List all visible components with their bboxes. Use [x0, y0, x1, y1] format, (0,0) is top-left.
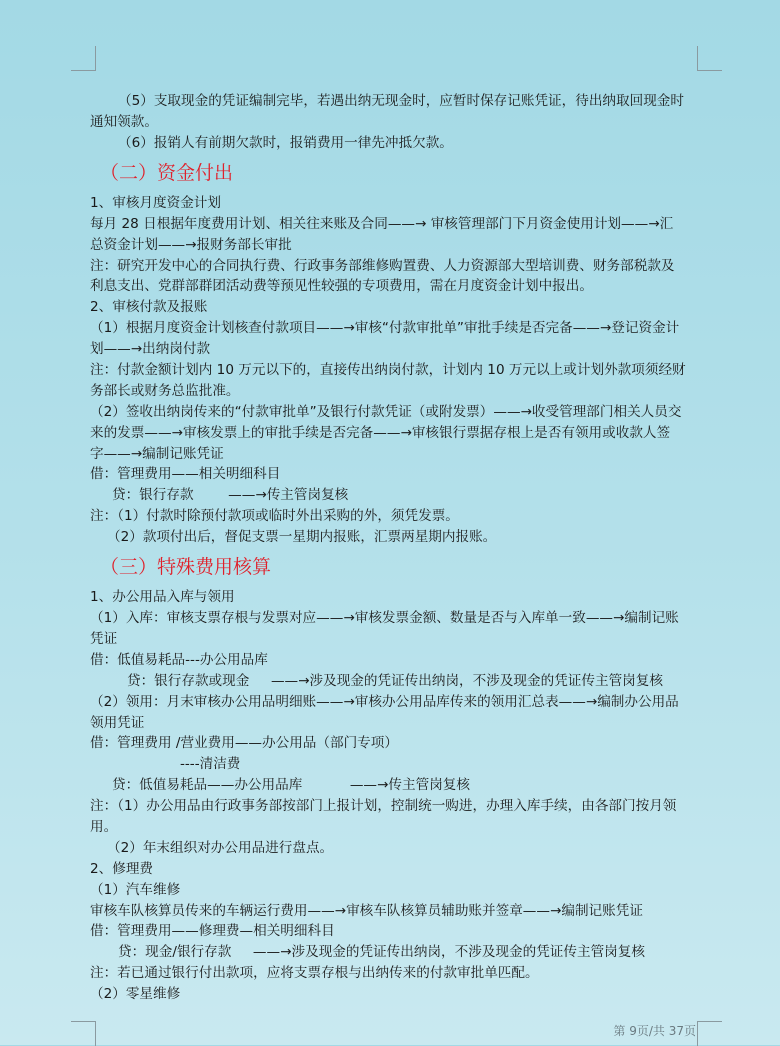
- debit-entry: 借：管理费用 /营业费用——办公用品（部门专项）: [90, 735, 398, 752]
- paragraph-line: 划——→出纳岗付款: [90, 341, 211, 358]
- section-heading: （二）资金付出: [100, 161, 234, 184]
- credit-entry: 贷：现金/银行存款 ——→涉及现金的凭证传出纳岗，不涉及现金的凭证传主管岗复核: [118, 944, 645, 961]
- paragraph-line: （1）入库：审核支票存根与发票对应——→审核发票金额、数量是否与入库单一致——→编制记账: [90, 610, 679, 627]
- paragraph-line: 总资金计划——→报财务部长审批: [90, 236, 292, 253]
- paragraph-line: 领用凭证: [90, 714, 145, 731]
- page-corner-mark: [697, 46, 722, 71]
- note-line: 注：（1）付款时除预付款项或临时外出采购的外，须凭发票。: [90, 508, 459, 525]
- subheading-line: 2、审核付款及报账: [90, 299, 208, 316]
- subheading-line: 2、修理费: [90, 860, 154, 877]
- note-line: 用。: [90, 818, 118, 835]
- note-line: 务部长或财务总监批准。: [90, 382, 240, 399]
- debit-entry: 借：管理费用——相关明细科目: [90, 466, 281, 483]
- paragraph-line: 来的发票——→审核发票上的审批手续是否完备——→审核银行票据存根上是否有领用或收款人签: [90, 424, 671, 441]
- note-line: 注：（1）办公用品由行政事务部按部门上报计划，控制统一购进，办理入库手续，由各部门按月领: [90, 798, 677, 815]
- paragraph-line: （6）报销人有前期欠款时，报销费用一律先冲抵欠款。: [118, 134, 453, 151]
- subheading-line: 1、办公用品入库与领用: [90, 589, 235, 606]
- credit-entry: 贷：银行存款或现金 ——→涉及现金的凭证传出纳岗，不涉及现金的凭证传主管岗复核: [127, 672, 663, 689]
- note-line: （2）年末组织对办公用品进行盘点。: [107, 839, 334, 856]
- debit-entry: 借：低值易耗品---办公用品库: [90, 651, 268, 668]
- paragraph-line: 凭证: [90, 630, 118, 647]
- paragraph-line: （2）领用：月末审核办公用品明细账——→审核办公用品库传来的领用汇总表——→编制办公用品: [90, 693, 679, 710]
- page-indicator: 第 9页/共 37页: [613, 1024, 696, 1038]
- section-heading: （三）特殊费用核算: [100, 556, 272, 578]
- debit-entry: ----清洁费: [180, 756, 241, 773]
- page-corner-mark: [697, 1021, 722, 1046]
- subheading-line: 1、审核月度资金计划: [90, 194, 221, 211]
- paragraph-line: 审核车队核算员传来的车辆运行费用——→审核车队核算员辅助账并签章——→编制记账凭证: [90, 902, 643, 919]
- page-corner-mark: [71, 1021, 96, 1046]
- note-line: 利息支出、党群部群团活动费等预见性较强的专项费用，需在月度资金计划中报出。: [90, 278, 593, 295]
- paragraph-line: （1）根据月度资金计划核查付款项目——→审核“付款审批单”审批手续是否完备——→登记资金计: [90, 320, 680, 337]
- paragraph-line: （5）支取现金的凭证编制完毕，若遇出纳无现金时，应暂时保存记账凭证，待出纳取回现金时: [118, 93, 684, 109]
- note-line: 注：若已通过银行付出款项，应将支票存根与出纳传来的付款审批单匹配。: [90, 965, 539, 982]
- credit-entry: 贷：银行存款 ——→传主管岗复核: [112, 487, 349, 504]
- paragraph-line: （2）零星维修: [90, 986, 181, 1003]
- credit-entry: 贷：低值易耗品——办公用品库 ——→传主管岗复核: [112, 777, 470, 794]
- paragraph-line: 每月 28 日根据年度费用计划、相关往来账及合同——→ 审核管理部门下月资金使用计划——→汇: [90, 215, 674, 232]
- paragraph-line: （2）签收出纳岗传来的“付款审批单”及银行付款凭证（或附发票）——→收受管理部门相关人员交: [90, 403, 682, 420]
- note-line: 注：研究开发中心的合同执行费、行政事务部维修购置费、人力资源部大型培训费、财务部税款及: [90, 257, 675, 274]
- page-corner-mark: [71, 46, 96, 71]
- document-page: [90, 91, 710, 1005]
- note-line: 注：付款金额计划内 10 万元以下的，直接传出纳岗付款，计划内 10 万元以上或计划外款项须经财: [90, 361, 686, 378]
- paragraph-line: （1）汽车维修: [90, 881, 181, 898]
- note-line: （2）款项付出后，督促支票一星期内报账，汇票两星期内报账。: [107, 529, 497, 546]
- paragraph-line: 通知领款。: [90, 113, 158, 130]
- debit-entry: 借：管理费用——修理费—相关明细科目: [90, 923, 335, 940]
- paragraph-line: 字——→编制记账凭证: [90, 445, 224, 462]
